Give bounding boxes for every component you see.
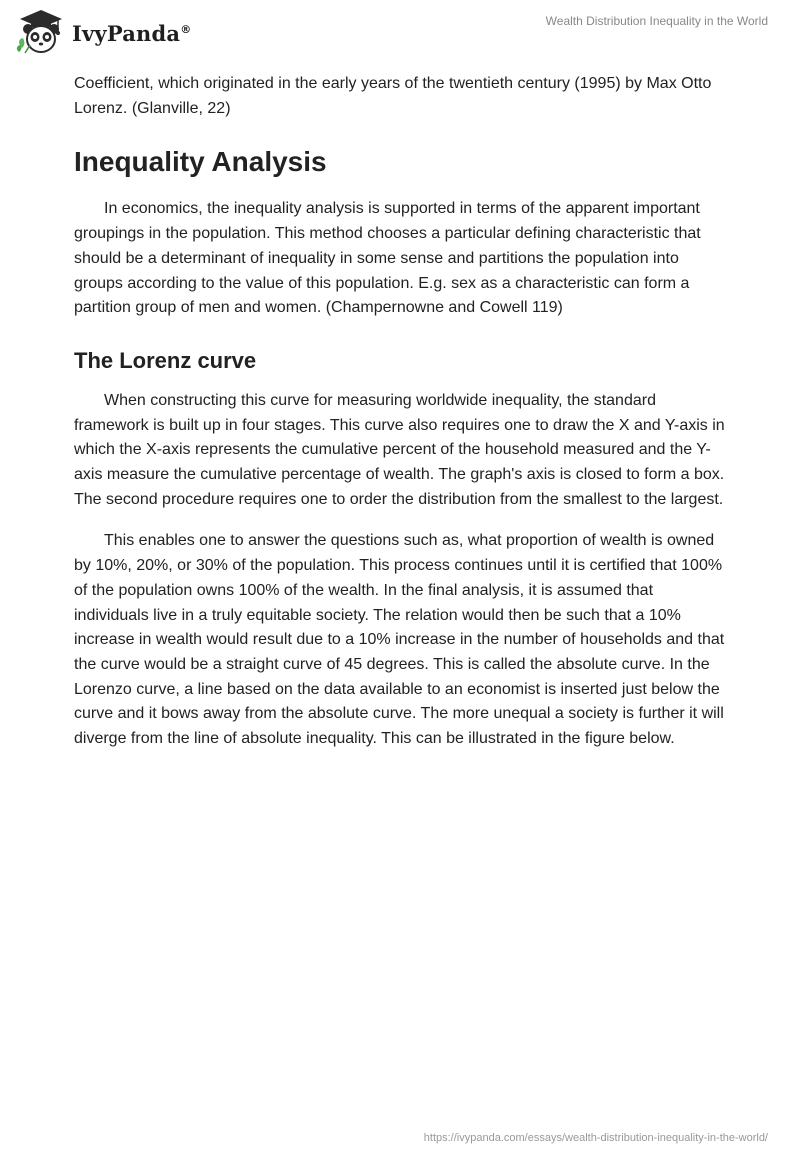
article-body [74, 72, 726, 752]
ivypanda-logo[interactable] [16, 8, 191, 56]
section-heading-inequality-analysis: Inequality Analysis [74, 146, 327, 178]
brand-name: IvyPanda® [72, 20, 192, 46]
page-header [0, 0, 800, 64]
panda-mascot-icon [16, 8, 66, 56]
source-url[interactable]: https://ivypanda.com/essays/wealth-distribution-inequality-in-the-world/ [423, 1132, 768, 1144]
intro-paragraph: Coefficient, which originated in the early years of the twentieth century (1995) by Max Otto Lorenz. (Glanville, 22) [74, 75, 712, 117]
lorenz-curve-paragraph-2: This enables one to answer the questions such as, what proportion of wealth is owned by 10%, 20%, or 30% of the population. This process continues until it is certified that 100% of the population owns 100% of the wealth. In the final analysis, it is assumed that individuals live in a truly equitable society. The relation would then be such that a 10% increase in wealth would result due to a 10% increase in the number of households and that the curve would be a straight curve of 45 degrees. This is called the absolute curve. In the Lorenzo curve, a line based on the data available to an economist is inserted just below the curve and it bows away from the absolute curve. The more unequal a society is further it will diverge from the line of absolute inequality. This can be illustrated in the figure below. [74, 532, 725, 748]
inequality-analysis-paragraph: In economics, the inequality analysis is supported in terms of the apparent important groupings in the population. This method chooses a particular defining characteristic that should be a determinant of inequality in some sense and partitions the population into groups according to the value of this population. E.g. sex as a characteristic can form a partition group of men and women. (Champernowne and Cowell 119) [74, 200, 701, 317]
lorenz-curve-paragraph-1: When constructing this curve for measuring worldwide inequality, the standard framework is built up in four stages. This curve also requires one to draw the X and Y-axis in which the X-axis represents the cumulative percent of the household measured and the Y-axis measure the cumulative percentage of wealth. The graph's axis is closed to form a box. The second procedure requires one to order the distribution from the smallest to the largest. [74, 391, 725, 508]
document-title: Wealth Distribution Inequality in the World [545, 14, 768, 28]
section-heading-lorenz-curve: The Lorenz curve [74, 347, 257, 373]
